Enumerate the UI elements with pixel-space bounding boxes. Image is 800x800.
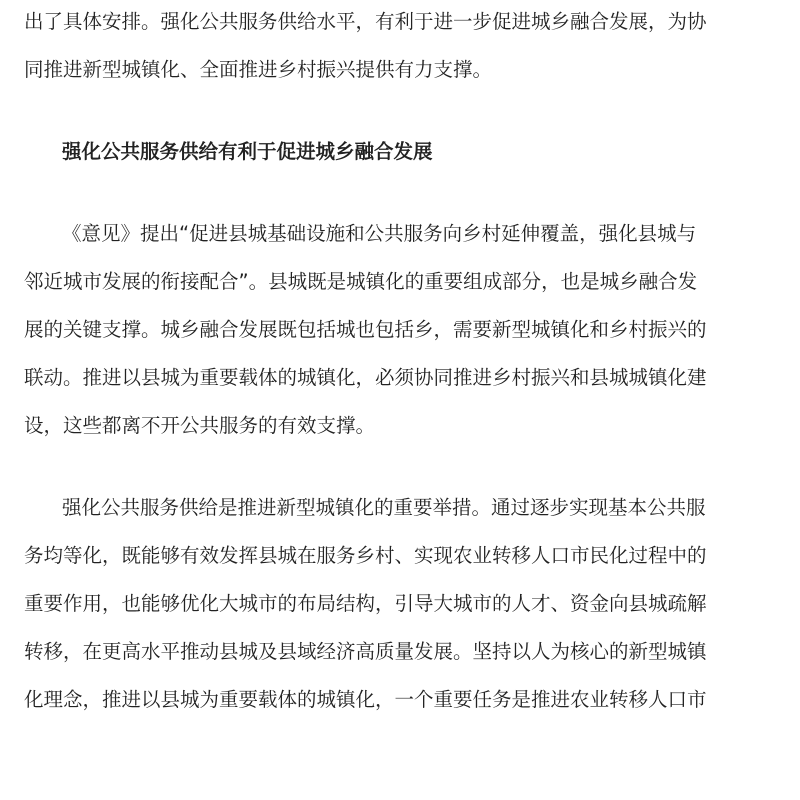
paragraph: [24, 210, 784, 450]
paragraph: [24, 484, 784, 724]
text-line: 邻近城市发展的衔接配合”。县城既是城镇化的重要组成部分，也是城乡融合发: [24, 270, 698, 293]
text-line: 务均等化，既能够有效发挥县城在服务乡村、实现农业转移人口市民化过程中的: [24, 544, 707, 567]
text-line: 转移，在更高水平推动县城及县域经济高质量发展。坚持以人为核心的新型城镇: [24, 640, 707, 663]
text-line: 重要作用，也能够优化大城市的布局结构，引导大城市的人才、资金向县城疏解: [24, 592, 707, 615]
article-body: [24, 0, 784, 724]
text-line: 出了具体安排。强化公共服务供给水平，有利于进一步促进城乡融合发展，为协: [24, 10, 707, 33]
section-heading: [24, 128, 784, 176]
text-line: 《意见》提出“促进县城基础设施和公共服务向乡村延伸覆盖，强化县城与: [62, 222, 697, 245]
text-line: 展的关键支撑。城乡融合发展既包括城也包括乡，需要新型城镇化和乡村振兴的: [24, 318, 707, 341]
paragraph: [24, 0, 784, 94]
text-line: 同推进新型城镇化、全面推进乡村振兴提供有力支撑。: [24, 58, 493, 81]
heading-text: 强化公共服务供给有利于促进城乡融合发展: [62, 140, 433, 163]
text-line: 联动。推进以县城为重要载体的城镇化，必须协同推进乡村振兴和县城城镇化建: [24, 366, 707, 389]
text-line: 化理念，推进以县城为重要载体的城镇化，一个重要任务是推进农业转移人口市: [24, 688, 707, 711]
text-line: 设，这些都离不开公共服务的有效支撑。: [24, 414, 376, 437]
text-line: 强化公共服务供给是推进新型城镇化的重要举措。通过逐步实现基本公共服: [62, 496, 706, 519]
